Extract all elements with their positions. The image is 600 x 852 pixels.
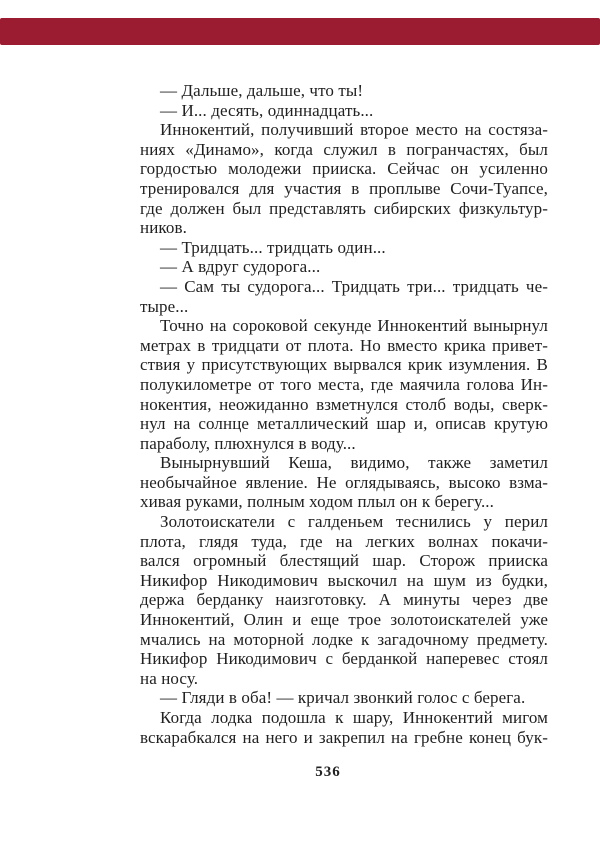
text-line: Точно на сороковой секунде Иннокентий вынырнул [160, 316, 548, 336]
text-line: нул на солнце металлический шар и, описав крутую [140, 414, 548, 434]
text-line: тренировался для участия в проплыве Сочи-Туапсе, [140, 178, 548, 198]
text-line: вскарабкался на него и закрепил на гребне конец бук- [140, 727, 548, 747]
page-number: 536 [315, 764, 341, 780]
text-line: тыре... [140, 296, 189, 316]
text-line: хивая руками, полным ходом плыл он к берегу... [140, 492, 495, 512]
text-line: — И... десять, одиннадцать... [160, 100, 374, 120]
text-line: вался огромный блестящий шар. Сторож прииска [140, 551, 548, 571]
text-line: — А вдруг судорога... [160, 257, 321, 277]
text-line: Золотоискатели с галденьем теснились у перил [160, 512, 548, 532]
text-line: плота, глядя туда, где на легких волнах покачи- [140, 531, 548, 551]
text-line: на носу. [140, 668, 199, 688]
text-line: Никифор Никодимович с берданкой наперевес стоял [140, 649, 548, 669]
text-line: ниях «Динамо», когда служил в погранчастях, был [140, 139, 548, 159]
text-line: гордостью молодежи прииска. Сейчас он усиленно [140, 159, 548, 179]
text-line: Иннокентий, получивший второе место на состяза- [160, 120, 548, 140]
text-line: — Тридцать... тридцать один... [160, 237, 386, 257]
text-line: необычайное явление. Не оглядываясь, высоко взма- [140, 472, 548, 492]
text-line: ствия у присутствующих вырвался крик изумления. В [140, 355, 548, 375]
text-line: Иннокентий, Олин и еще трое золотоискателей уже [140, 610, 548, 630]
text-line: полукилометре от того места, где маячила голова Ин- [140, 374, 548, 394]
text-line: Вынырнувший Кеша, видимо, также заметил [160, 453, 548, 473]
page-text [140, 81, 548, 747]
text-line: Когда лодка подошла к шару, Иннокентий мигом [160, 708, 548, 727]
text-line: — Сам ты судорога... Тридцать три... тридцать че- [160, 276, 548, 296]
text-line: мчались на моторной лодке к загадочному предмету. [140, 629, 548, 649]
text-line: нокентия, неожиданно взметнулся столб воды, сверк- [140, 394, 548, 414]
text-line: где должен был представлять сибирских физкультур- [140, 198, 548, 218]
text-line: Никифор Никодимович выскочил на шум из будки, [140, 570, 548, 590]
text-line: — Дальше, дальше, что ты! [160, 81, 364, 100]
text-line: ников. [140, 218, 187, 238]
text-line: — Гляди в оба! — кричал звонкий голос с берега. [160, 688, 526, 708]
text-line: держа берданку наизготовку. А минуты через две [140, 590, 548, 610]
text-line: метрах в тридцати от плота. Но вместо крика привет- [140, 335, 548, 355]
top-accent-bar [0, 18, 600, 45]
text-line: параболу, плюхнулся в воду... [140, 433, 356, 453]
